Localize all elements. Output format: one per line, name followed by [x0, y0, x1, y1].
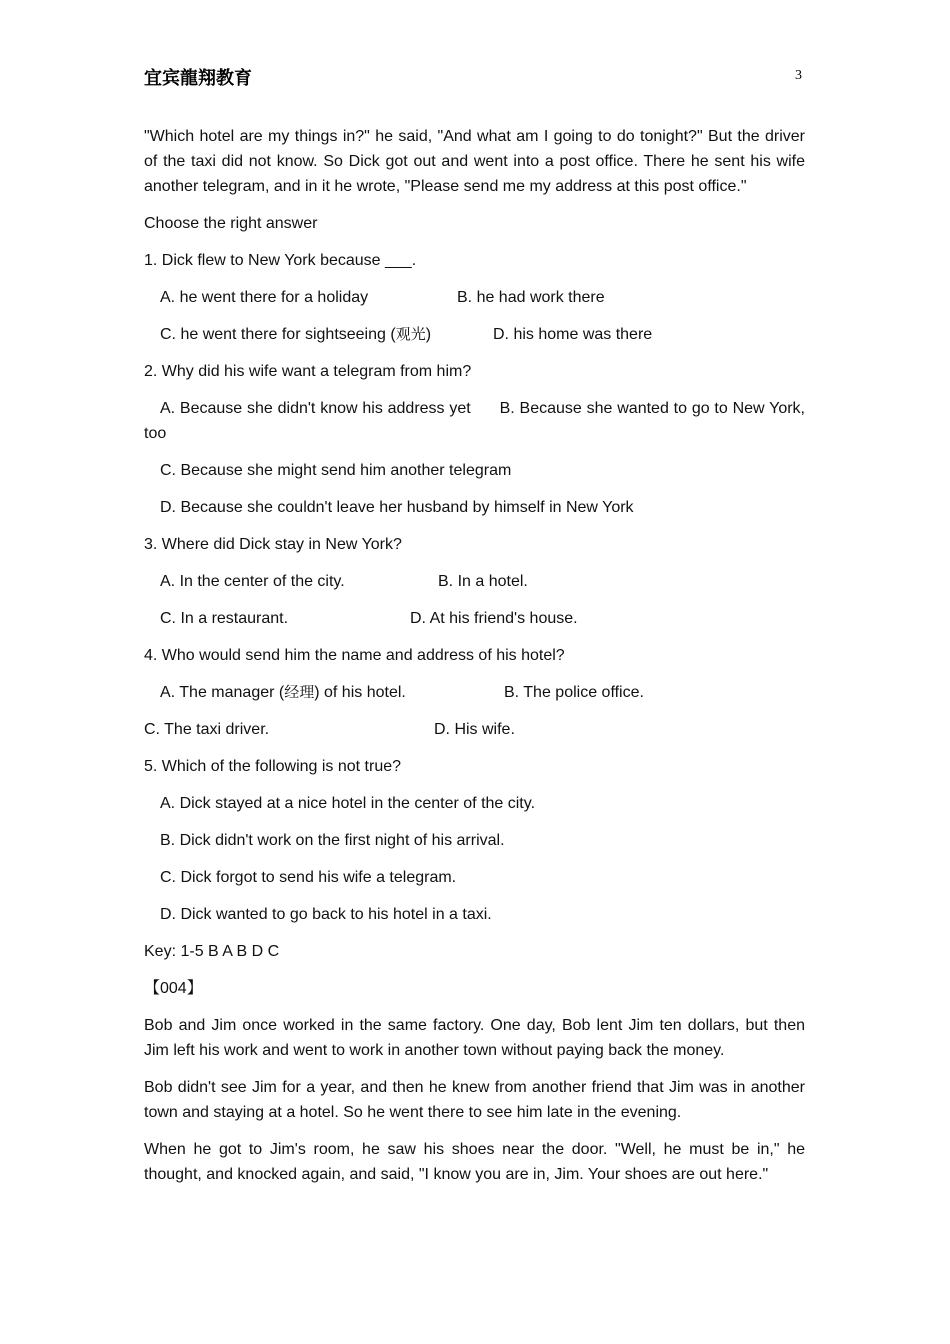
- q1-option-b: B. he had work there: [457, 289, 605, 306]
- question-3-options-ab: [144, 569, 805, 594]
- q3-option-d: D. At his friend's house.: [410, 610, 578, 627]
- q5-option-c: C. Dick forgot to send his wife a telegram.: [160, 869, 457, 886]
- question-3: 3. Where did Dick stay in New York?: [144, 536, 402, 553]
- question-4: 4. Who would send him the name and address of his hotel?: [144, 647, 565, 664]
- passage-paragraph: "Which hotel are my things in?" he said, "And what am I going to do tonight?" But the driver of the taxi did not know. So Dick got out and went into a post office. There he sent his wife another telegram, and in it he wrote, "Please send me my address at this post office.": [144, 128, 805, 195]
- document-body: [144, 124, 810, 1199]
- answer-key: Key: 1-5 B A B D C: [144, 943, 280, 960]
- q3-option-c: C. In a restaurant.: [160, 610, 289, 627]
- question-1: 1. Dick flew to New York because ___.: [144, 252, 417, 269]
- header-title: 宜宾龍翔教育: [144, 68, 252, 89]
- q3-option-a: A. In the center of the city.: [160, 573, 345, 590]
- q2-option-d: D. Because she couldn't leave her husband by himself in New York: [160, 499, 634, 516]
- question-2: 2. Why did his wife want a telegram from him?: [144, 363, 472, 380]
- q4-option-a: A. The manager (经理) of his hotel.: [160, 683, 406, 701]
- story-paragraph-2: Bob didn't see Jim for a year, and then he knew from another friend that Jim was in another town and staying at a hotel. So he went there to see him late in the evening.: [144, 1079, 805, 1121]
- page-number: 3: [795, 68, 802, 83]
- question-5: 5. Which of the following is not true?: [144, 758, 402, 775]
- q4-option-d: D. His wife.: [434, 721, 515, 738]
- q5-option-a: A. Dick stayed at a nice hotel in the center of the city.: [160, 795, 536, 812]
- q1-option-a: A. he went there for a holiday: [160, 289, 369, 306]
- q3-option-b: B. In a hotel.: [438, 573, 528, 590]
- q4-option-b: B. The police office.: [504, 684, 644, 701]
- q2-options-ab: A. Because she didn't know his address yet B. Because she wanted to go to New York, too: [144, 400, 810, 442]
- question-3-options-cd: [144, 606, 805, 631]
- q4-option-c: C. The taxi driver.: [144, 721, 270, 738]
- q5-option-d: D. Dick wanted to go back to his hotel in a taxi.: [160, 906, 492, 923]
- question-4-options-cd: [144, 717, 805, 742]
- instruction: Choose the right answer: [144, 215, 318, 232]
- q1-option-c: C. he went there for sightseeing (观光): [160, 325, 432, 343]
- q2-option-c: C. Because she might send him another telegram: [160, 462, 512, 479]
- story-paragraph-1: Bob and Jim once worked in the same factory. One day, Bob lent Jim ten dollars, but then Jim left his work and went to work in another town without paying back the money.: [144, 1017, 805, 1059]
- question-4-options-ab: [144, 680, 805, 705]
- q5-option-b: B. Dick didn't work on the first night of his arrival.: [160, 832, 505, 849]
- question-1-options-cd: [144, 322, 805, 347]
- q1-option-d: D. his home was there: [493, 326, 653, 343]
- story-paragraph-3: When he got to Jim's room, he saw his shoes near the door. "Well, he must be in," he thought, and knocked again, and said, "I know you are in, Jim. Your shoes are out here.": [144, 1141, 805, 1183]
- section-label: 【004】: [144, 980, 203, 997]
- question-1-options-ab: [144, 285, 805, 310]
